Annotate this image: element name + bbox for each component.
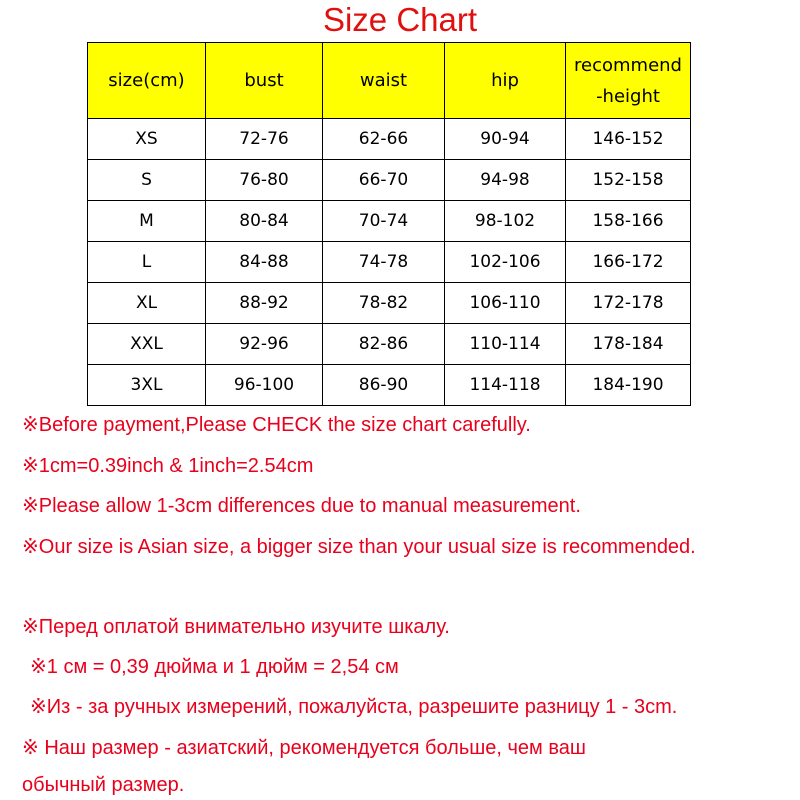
cell-waist: 70-74 [323, 201, 445, 242]
cell-hip: 98-102 [445, 201, 566, 242]
cell-bust: 76-80 [206, 160, 323, 201]
note-ru-tolerance [30, 694, 677, 719]
cell-height: 158-166 [566, 201, 691, 242]
cell-waist: 74-78 [323, 242, 445, 283]
note-en-check-chart [22, 412, 531, 437]
table-row [88, 324, 691, 365]
note-text: Before payment,Please CHECK the size chart carefully. [38, 414, 531, 436]
cell-waist: 86-90 [323, 365, 445, 406]
header-recommend-height: recommend -height [566, 43, 691, 119]
reference-mark-icon: ※ [30, 694, 47, 718]
cell-height: 172-178 [566, 283, 691, 324]
cell-size: 3XL [88, 365, 206, 406]
reference-mark-icon: ※ [22, 614, 39, 638]
cell-size: XS [88, 119, 206, 160]
table-row [88, 365, 691, 406]
cell-height: 178-184 [566, 324, 691, 365]
cell-size: XXL [88, 324, 206, 365]
cell-hip: 114-118 [445, 365, 566, 406]
header-hip: hip [445, 43, 566, 119]
cell-bust: 96-100 [206, 365, 323, 406]
cell-hip: 106-110 [445, 283, 566, 324]
cell-bust: 84-88 [206, 242, 323, 283]
note-ru-asian-size-continued: обычный размер. [22, 774, 185, 796]
cell-size: XL [88, 283, 206, 324]
cell-size: M [88, 201, 206, 242]
cell-waist: 82-86 [323, 324, 445, 365]
cell-hip: 102-106 [445, 242, 566, 283]
note-text: Из - за ручных измерений, пожалуйста, разрешите разницу 1 - 3cm. [46, 696, 678, 718]
reference-mark-icon: ※ [22, 412, 39, 436]
reference-mark-icon: ※ [22, 493, 39, 517]
cell-hip: 94-98 [445, 160, 566, 201]
table-header-row [88, 43, 691, 119]
note-text: Our size is Asian size, a bigger size than your usual size is recommended. [38, 536, 696, 558]
size-table [87, 42, 691, 406]
table-row [88, 160, 691, 201]
note-text: 1 см = 0,39 дюйма и 1 дюйм = 2,54 см [46, 656, 399, 678]
cell-hip: 90-94 [445, 119, 566, 160]
cell-size: L [88, 242, 206, 283]
cell-waist: 66-70 [323, 160, 445, 201]
reference-mark-icon: ※ [22, 453, 39, 477]
cell-hip: 110-114 [445, 324, 566, 365]
note-ru-asian-size [22, 735, 586, 760]
note-text: Наш размер - азиатский, рекомендуется больше, чем ваш [38, 737, 586, 759]
note-en-conversion [22, 453, 313, 478]
note-ru-check-chart [22, 614, 450, 639]
cell-bust: 88-92 [206, 283, 323, 324]
table-row [88, 201, 691, 242]
cell-bust: 80-84 [206, 201, 323, 242]
note-text: Перед оплатой внимательно изучите шкалу. [38, 616, 450, 638]
note-text: 1cm=0.39inch & 1inch=2.54cm [38, 455, 314, 477]
cell-height: 184-190 [566, 365, 691, 406]
cell-height: 146-152 [566, 119, 691, 160]
reference-mark-icon: ※ [22, 534, 39, 558]
cell-height: 166-172 [566, 242, 691, 283]
note-text: Please allow 1-3cm differences due to manual measurement. [38, 495, 581, 517]
cell-waist: 62-66 [323, 119, 445, 160]
reference-mark-icon: ※ [30, 654, 47, 678]
note-en-tolerance [22, 493, 581, 518]
page-title: Size Chart [322, 1, 478, 38]
note-en-asian-size [22, 534, 696, 559]
note-ru-conversion [30, 654, 399, 679]
reference-mark-icon: ※ [22, 735, 39, 759]
header-waist: waist [323, 43, 445, 119]
header-bust: bust [206, 43, 323, 119]
header-size: size(cm) [88, 43, 206, 119]
table-row [88, 242, 691, 283]
cell-bust: 92-96 [206, 324, 323, 365]
cell-height: 152-158 [566, 160, 691, 201]
table-row [88, 283, 691, 324]
table-row [88, 119, 691, 160]
cell-waist: 78-82 [323, 283, 445, 324]
cell-bust: 72-76 [206, 119, 323, 160]
cell-size: S [88, 160, 206, 201]
